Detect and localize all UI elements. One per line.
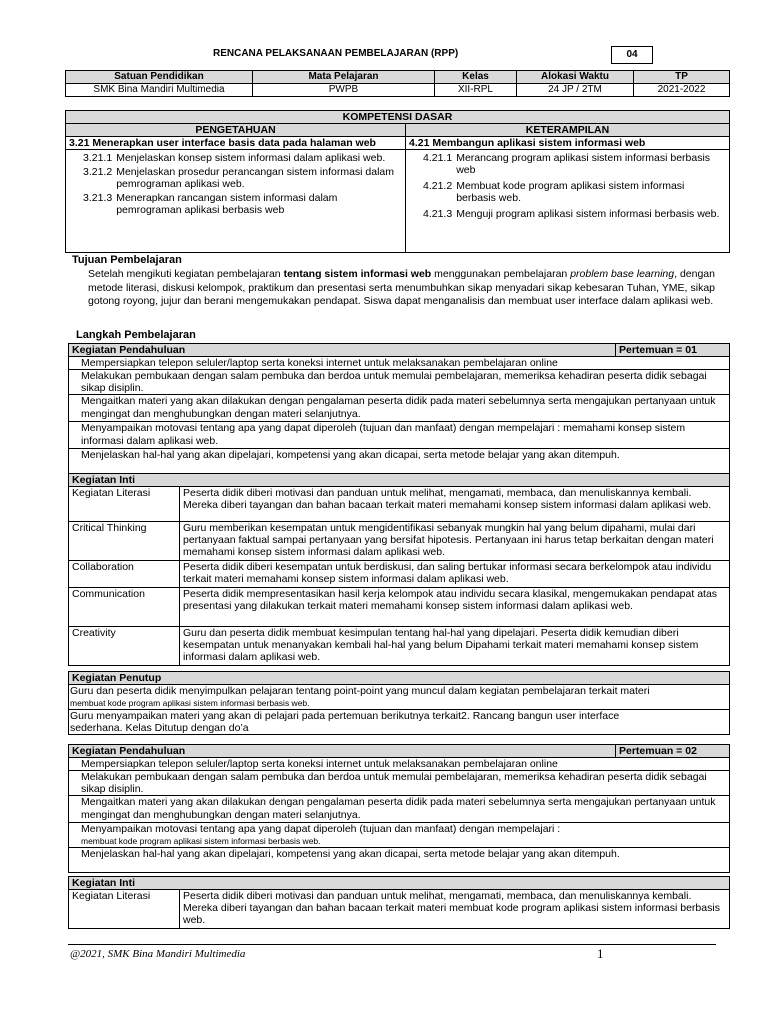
info-value: SMK Bina Mandiri Multimedia	[66, 84, 253, 97]
kd-left-item: 3.21.1 Menjelaskan konsep sistem informasi dalam aplikasi web.	[83, 152, 386, 164]
pertemuan-01-table	[68, 343, 730, 474]
tujuan-title: Tujuan Pembelajaran	[72, 254, 182, 266]
page-number: 1	[597, 946, 604, 961]
inti-text: Peserta didik diberi motivasi dan panduan untuk melihat, mengamati, membaca, dan menuliskannya kembali. Mereka diberi tayangan dan bahan bacaan terkait materi membuat kode program aplikasi sistem informasi berbasis web.	[180, 890, 730, 929]
inti-label: Creativity	[69, 627, 180, 666]
kd-left-item: 3.21.2 Menjelaskan prosedur perancangan sistem informasi dalam pemrograman aplikasi web.	[83, 166, 395, 190]
inti-label: Kegiatan Literasi	[69, 487, 180, 522]
penutup-row: Guru menyampaikan materi yang akan di pelajari pada pertemuan berikutnya terkait2. Rancang bangun user interface sederhana. Kelas Ditutup dengan do’a	[69, 710, 730, 735]
pertemuan-02-table	[68, 744, 730, 873]
pendahuluan-row: Melakukan pembukaan dengan salam pembuka dan berdoa untuk memulai pembelajaran, memeriksa kehadiran peserta didik sebagai sikap disiplin.	[69, 370, 730, 395]
inti-text: Guru dan peserta didik membuat kesimpulan tentang hal-hal yang dipelajari. Peserta didik kemudian diberi kesempatan untuk menanyakan kembali hal-hal yang belum Dipahami terkait materi memahami konsep sistem informasi dalam aplikasi web.	[180, 627, 730, 666]
pendahuluan-row: Melakukan pembukaan dengan salam pembuka dan berdoa untuk memulai pembelajaran, memeriksa kehadiran peserta didik sebagai sikap disiplin.	[69, 771, 730, 796]
kd-left-item: 3.21.3 Menerapkan rancangan sistem informasi dalam pemrograman aplikasi berbasis web	[83, 192, 338, 216]
info-header: TP	[634, 71, 730, 84]
kd-right-item: 4.21.2 Membuat kode program aplikasi sistem informasi berbasis web.	[423, 180, 685, 204]
info-value: 2021-2022	[634, 84, 730, 97]
pendahuluan-row: Menyampaikan motovasi tentang apa yang dapat diperoleh (tujuan dan manfaat) dengan mempelajari : membuat kode program aplikasi sistem informasi berbasis web.	[69, 823, 730, 848]
info-value: PWPB	[253, 84, 435, 97]
info-header: Alokasi Waktu	[517, 71, 634, 84]
kd-right-item: 4.21.3 Menguji program aplikasi sistem informasi berbasis web.	[423, 208, 720, 220]
kd-left-list	[66, 150, 406, 253]
pendahuluan-row: Menjelaskan hal-hal yang akan dipelajari, kompetensi yang akan dicapai, serta metode belajar yang akan ditempuh.	[69, 449, 730, 474]
footer-copyright: @2021, SMK Bina Mandiri Multimedia	[70, 948, 246, 960]
penutup-row: Guru dan peserta didik menyimpulkan pelajaran tentang point-point yang muncul dalam kegiatan pembelajaran terkait materi membuat kode program aplikasi sistem informasi berbasis web.	[69, 685, 730, 710]
kd-title: KOMPETENSI DASAR	[66, 111, 730, 124]
inti-text: Peserta didik mempresentasikan hasil kerja kelompok atau individu secara klasikal, mengemukakan pendapat atas presentasi yang dilakukan terkait materi memahami konsep sistem informasi dalam aplikasi web.	[180, 588, 730, 627]
page-title: RENCANA PELAKSANAAN PEMBELAJARAN (RPP)	[213, 48, 459, 59]
kd-right-list	[406, 150, 730, 253]
kompetensi-dasar-table	[65, 110, 730, 253]
info-value: XII-RPL	[435, 84, 517, 97]
inti-text: Peserta didik diberi kesempatan untuk berdiskusi, dan saling bertukar informasi secara berkelompok atau individu terkait materi memahami konsep sistem informasi dalam aplikasi web.	[180, 561, 730, 588]
info-header: Mata Pelajaran	[253, 71, 435, 84]
kd-right-main: 4.21 Membangun aplikasi sistem informasi web	[406, 137, 730, 150]
pendahuluan-row: Mempersiapkan telepon seluler/laptop serta koneksi internet untuk melaksanakan pembelajaran online	[69, 357, 730, 370]
inti-label: Communication	[69, 588, 180, 627]
pertemuan-01-inti-table	[68, 473, 730, 666]
pendahuluan-row: Mengaitkan materi yang akan dilakukan dengan pengalaman peserta didik pada materi sebelumnya serta mengajukan pertanyaan untuk mengingat dan menghubungkan dengan materi selanjutnya.	[69, 395, 730, 422]
langkah-title: Langkah Pembelajaran	[76, 329, 196, 341]
pertemuan-label: Pertemuan = 02	[616, 745, 730, 758]
inti-text: Guru memberikan kesempatan untuk mengidentifikasi sebanyak mungkin hal yang belum dipahami, mulai dari pertanyaan faktual sampai pertanyaan yang bersifat hipotesis. Pertanyaan ini harus tetap berkaitan dengan materi memahami konsep sistem informasi dalam aplikasi web.	[180, 522, 730, 561]
kd-right-head: KETERAMPILAN	[406, 124, 730, 137]
pendahuluan-row: Menjelaskan hal-hal yang akan dipelajari, kompetensi yang akan dicapai, serta metode belajar yang akan ditempuh.	[69, 848, 730, 873]
kd-right-item: 4.21.1 Merancang program aplikasi sistem informasi berbasis web	[423, 152, 711, 176]
inti-title: Kegiatan Inti	[69, 877, 730, 890]
pertemuan-02-inti-table	[68, 876, 730, 929]
info-value: 24 JP / 2TM	[517, 84, 634, 97]
inti-label: Collaboration	[69, 561, 180, 588]
pendahuluan-row: Menyampaikan motovasi tentang apa yang dapat diperoleh (tujuan dan manfaat) dengan mempelajari : memahami konsep sistem informasi dalam aplikasi web.	[69, 422, 730, 449]
kd-left-head: PENGETAHUAN	[66, 124, 406, 137]
pendahuluan-row: Mengaitkan materi yang akan dilakukan dengan pengalaman peserta didik pada materi sebelumnya serta mengajukan pertanyaan untuk mengingat dan menghubungkan dengan materi selanjutnya.	[69, 796, 730, 823]
kd-left-main: 3.21 Menerapkan user interface basis data pada halaman web	[66, 137, 406, 150]
inti-text: Peserta didik diberi motivasi dan panduan untuk melihat, mengamati, membaca, dan menuliskannya kembali. Mereka diberi tayangan dan bahan bacaan terkait materi memahami konsep sistem informasi dalam aplikasi web.	[180, 487, 730, 522]
pendahuluan-row: Mempersiapkan telepon seluler/laptop serta koneksi internet untuk melaksanakan pembelajaran online	[69, 758, 730, 771]
footer-divider	[68, 944, 716, 945]
penutup-table	[68, 671, 730, 735]
pendahuluan-title: Kegiatan Pendahuluan	[69, 745, 616, 758]
tujuan-paragraph: Setelah mengikuti kegiatan pembelajaran tentang sistem informasi web menggunakan pembelajaran problem base learning, dengan metode literasi, diskusi kelompok, praktikum dan presentasi serta menumbuhkan sikap menyadari sikap kebesaran Tuhan, YME, sikap gotong royong, jujur dan berani mengemukakan pendapat. Siswa dapat menganalisis dan membuat user interface dalam aplikasi web.	[88, 268, 715, 307]
info-header: Satuan Pendidikan	[66, 71, 253, 84]
penutup-title: Kegiatan Penutup	[69, 672, 730, 685]
document-number: 04	[611, 46, 653, 64]
info-table	[65, 70, 730, 97]
inti-label: Kegiatan Literasi	[69, 890, 180, 929]
pendahuluan-title: Kegiatan Pendahuluan	[69, 344, 616, 357]
inti-title: Kegiatan Inti	[69, 474, 730, 487]
pertemuan-label: Pertemuan = 01	[616, 344, 730, 357]
inti-label: Critical Thinking	[69, 522, 180, 561]
info-header: Kelas	[435, 71, 517, 84]
